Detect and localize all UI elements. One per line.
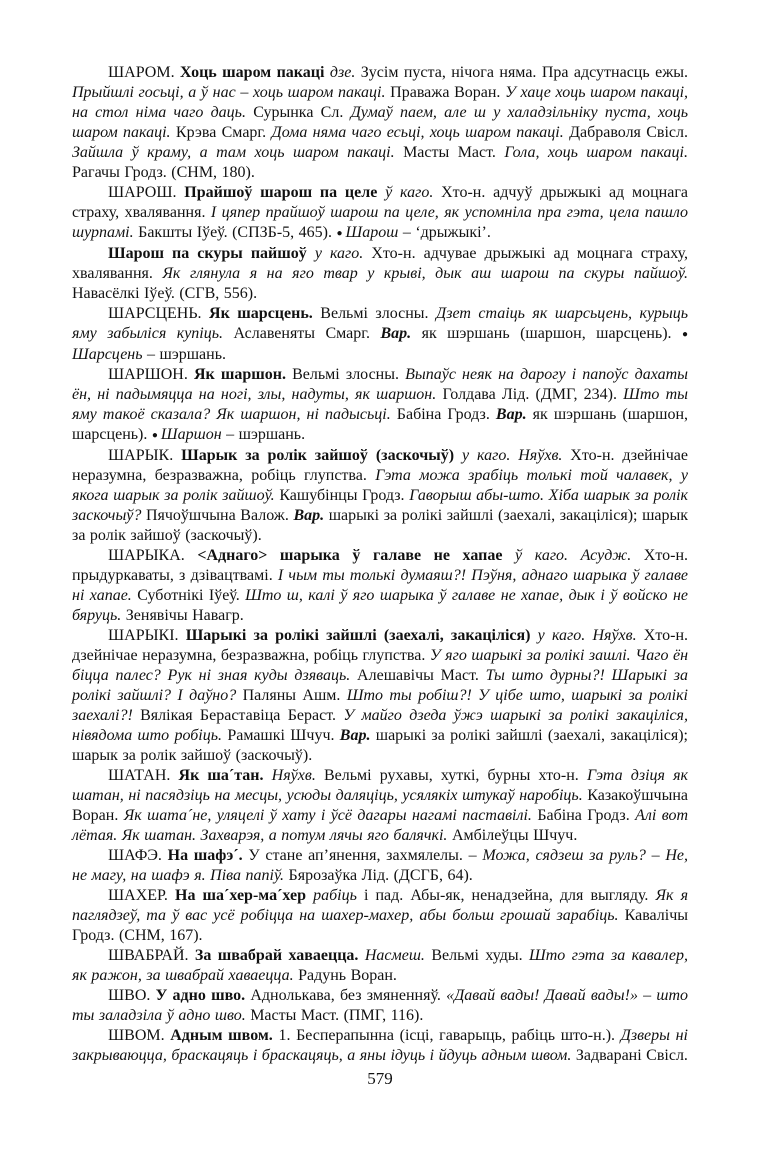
- entry-example-text: Няўхв.: [271, 767, 324, 784]
- entry-text: шарыкі за ролікі зайшлі (заехалі, закаціліся); шарык за ролік зайшоў (заскочыў).: [72, 727, 689, 764]
- dictionary-entry: [72, 626, 688, 766]
- entry-variant-label: Вар.: [495, 406, 533, 423]
- entry-text: Бабіна Гродз.: [537, 807, 636, 824]
- entry-example-text: Думаў паем, але ш у халадзільніку пуста, хоць шаром пакаці.: [72, 104, 689, 141]
- bullet-icon: ●: [336, 228, 346, 239]
- entry-text: Суботнікі Іўеў.: [137, 587, 246, 604]
- entry-example-text: У хаце хоць шаром пакаці, на стол німа чаго даць.: [72, 84, 689, 121]
- entry-example-text: Насмеш.: [364, 947, 432, 964]
- entry-text: Бакшты Іўеў. (СПЗБ-5, 465).: [138, 224, 337, 241]
- entry-example-text: У майго дзеда ўжэ шарыкі за ролікі закаціліся, нівядома што робіць.: [72, 707, 688, 744]
- entry-text: Дабраволя Свісл.: [569, 124, 689, 141]
- entry-text: Задварані Свісл.: [575, 1047, 688, 1064]
- entry-text: Крэва Смарг.: [175, 124, 272, 141]
- entry-example-text: Выпаўс неяк на дарогу і папоўс дахаты ён, ні падымяцца на ногі, злы, надуты, як шаршон.: [72, 366, 689, 403]
- entry-headword: За швабрай хаваецца.: [194, 947, 365, 964]
- entry-text: Аславеняты Смарг.: [233, 325, 381, 342]
- dictionary-entry: [72, 986, 688, 1026]
- dictionary-entry: [72, 946, 688, 986]
- entry-example-text: «Давай вады! Давай вады!» – што ты заладзіла ў адно шво.: [72, 987, 689, 1024]
- dictionary-entry: [72, 546, 688, 626]
- entry-headword: На шафэ´.: [167, 847, 249, 864]
- entry-text: У стане ап’янення, захмялелы.: [248, 847, 469, 864]
- entry-text: ШВО.: [108, 987, 156, 1004]
- entry-text: Амбілеўцы Шчуч.: [451, 827, 578, 844]
- dictionary-entry: [72, 365, 688, 446]
- entry-example-text: Прыйшлі госьці, а ў нас – хоць шаром пакаці.: [72, 84, 391, 101]
- entry-example-text: Гола, хоць шаром пакаці.: [504, 144, 688, 161]
- entry-example-text: Гэта можа зрабіць толькі той чалавек, у якога шарык за ролік зайшоў.: [72, 467, 688, 504]
- entry-text: Рамашкі Шчуч.: [227, 727, 340, 744]
- entry-headword: <Аднаго> шарыка ў галаве не хапае: [197, 547, 516, 564]
- entry-example-text: Як шата´не, уляцелі ў хату і ўсё дагары нагамі паставілі.: [123, 807, 538, 824]
- dictionary-entry: [72, 304, 688, 365]
- entry-text: Хто-н. дзейнічае неразумна, безразважна, робіць глупства.: [72, 627, 689, 664]
- dictionary-entry: [72, 446, 688, 546]
- entry-example-text: Зайшла ў краму, а там хоць шаром пакаці.: [72, 144, 404, 161]
- entry-example-text: рабіць: [313, 887, 364, 904]
- entry-example-text: Шаршон: [160, 426, 227, 443]
- entry-text: Кавалічы Гродз. (СНМ, 167).: [72, 907, 688, 944]
- entry-example-text: Што ты яму такоё сказала? Як шаршон, ні падысьці.: [72, 386, 688, 423]
- entry-example-text: Гаворыш абы-што. Хіба шарык за ролік заскочыў?: [72, 487, 688, 524]
- entry-text: Вельмі злосны.: [320, 305, 437, 322]
- dictionary-entry: [72, 886, 688, 946]
- entry-text: Алешавічы Маст.: [357, 667, 486, 684]
- dictionary-entry: [72, 63, 688, 183]
- entry-text: Аднолькава, без змяненняў.: [250, 987, 447, 1004]
- entry-text: ШАРОМ.: [108, 64, 180, 81]
- entry-text: ШАРШОН.: [108, 366, 194, 383]
- entry-text: Бярозаўка Лід. (ДСГБ, 64).: [288, 867, 473, 884]
- entry-text: ШАРОШ.: [108, 184, 185, 201]
- entry-example-text: Дзет стаіць як шарсьцень, курыць яму забыліся купіць.: [72, 305, 689, 342]
- dictionary-entry: [72, 766, 688, 846]
- entry-example-text: Шарсцень: [72, 346, 148, 363]
- entry-example-text: І чым ты толькі думаяш?! Пэўня, аднаго шарыка ў галаве ні хапае.: [72, 567, 689, 604]
- entry-text: Пячоўшчына Валож.: [145, 507, 294, 524]
- entry-text: ШАФЭ.: [108, 847, 168, 864]
- entry-example-text: Дзверы ні закрываюцца, браскацяць і браскацяць, а яны ідуць і йдуць адным швом.: [72, 1027, 689, 1064]
- entry-text: Хто-н. адчувае дрыжыкі ад моцнага страху, хвалявання.: [72, 245, 688, 282]
- entry-text: Радунь Воран.: [298, 967, 397, 984]
- entry-example-text: Што ш, калі ў яго шарыка ў галаве не хапае, дык і ў войско не бяруць.: [72, 587, 688, 624]
- dictionary-entry: [72, 1026, 688, 1066]
- entry-text: ШВАБРАЙ.: [108, 947, 195, 964]
- entry-example-text: У яго шарыкі за ролікі зашлі. Чаго ён біцца палес? Рук ні зная куды дзяваць.: [72, 647, 689, 684]
- entry-text: Казакоўшчына Воран.: [72, 787, 688, 824]
- entry-text: 1. Бесперапынна (ісці, гаварыць, рабіць што-н.).: [278, 1027, 621, 1044]
- entry-text: Рагачы Гродз. (СНМ, 180).: [72, 164, 255, 181]
- entry-text: ШВОМ.: [108, 1027, 171, 1044]
- entry-text: Вельмі худы.: [431, 947, 530, 964]
- entry-headword: Хоць шаром пакаці: [180, 64, 330, 81]
- entry-text: ШАРЫК.: [108, 447, 182, 464]
- entry-example-text: у каго.: [314, 245, 372, 262]
- entry-example-text: Што гэта за кавалер, як ражон, за швабрай хаваецца.: [72, 947, 689, 984]
- entry-text: ШАТАН.: [108, 767, 179, 784]
- entry-headword: Як ша´тан.: [178, 767, 272, 784]
- entry-headword: На ша´хер-ма´хер: [175, 887, 314, 904]
- entry-text: Паляны Ашм.: [242, 687, 347, 704]
- entry-example-text: ў каго.: [385, 184, 442, 201]
- entry-text: ШАРЫКІ.: [108, 627, 186, 644]
- entry-example-text: – Можа, сядзеш за руль? – Не, не магу, на шафэ я. Піва папіў.: [72, 847, 689, 884]
- entry-headword: Шарык за ролік зайшоў (заскочыў): [181, 447, 463, 464]
- entry-variant-label: Вар.: [293, 507, 329, 524]
- entry-example-text: Як я паглядзеў, та ў вас усё робіцца на шахер-махер, абы больш грошай зарабіць.: [72, 887, 689, 924]
- entry-example-text: Алі вот лётая. Як шатан. Захварэя, а потум лячы яго балячкі.: [72, 807, 689, 844]
- entry-text: Хто-н. дзейнічае неразумна, безразважна, робіць глупства.: [72, 447, 689, 484]
- entry-headword: Як шаршон.: [193, 366, 293, 383]
- dictionary-entry: [72, 244, 688, 304]
- entry-headword: Шарош па скуры пайшоў: [108, 245, 315, 262]
- entry-text: Вялікая Бераставіца Бераст.: [140, 707, 344, 724]
- entry-text: Хто-н. адчуў дрыжыкі ад моцнага страху, хвалявання.: [72, 184, 689, 221]
- entry-headword: Як шарсцень.: [209, 305, 321, 322]
- entry-text: Масты Маст.: [403, 144, 505, 161]
- entry-text: Праважа Воран.: [390, 84, 506, 101]
- bullet-icon: ●: [151, 430, 161, 441]
- entry-headword: Прайшоў шарош па целе: [184, 184, 386, 201]
- entry-example-text: Шарош: [345, 224, 403, 241]
- entry-example-text: дзе.: [329, 64, 361, 81]
- entry-headword: Адным швом.: [170, 1027, 279, 1044]
- entry-example-text: у каго. Няўхв.: [462, 447, 571, 464]
- entry-example-text: Гэта дзіця як шатан, ні пасядзіць на месцы, усюды даляціць, усялякіх штукаў наробіць.: [72, 767, 689, 804]
- entry-text: шарыкі за ролікі зайшлі (заехалі, закаціліся); шарык за ролік зайшоў (заскочыў).: [72, 507, 689, 544]
- entry-text: Зенявічы Навагр.: [125, 607, 244, 624]
- entry-text: Хто-н. прыдуркаваты, з дзівацтвамі.: [72, 547, 689, 584]
- entry-variant-label: Вар.: [339, 727, 376, 744]
- entry-example-text: у каго. Няўхв.: [537, 627, 644, 644]
- entry-example-text: Як глянула я на яго твар у крыві, дык аш шарош па скуры пайшоў.: [162, 265, 689, 282]
- entry-text: Зусім пуста, нічога няма. Пра адсутнасць ежы.: [360, 64, 689, 81]
- entry-example-text: Што ты робіш?! У цібе што, шарыкі за ролікі заехалі?!: [72, 687, 688, 724]
- entry-text: – шэршань.: [226, 426, 306, 443]
- entry-text: ШАХЕР.: [108, 887, 175, 904]
- entry-example-text: ў каго. Асудж.: [515, 547, 644, 564]
- entry-text: як шэршань (шаршон, шарсцень).: [72, 406, 689, 443]
- entry-text: ШАРЫКА.: [108, 547, 198, 564]
- entry-text: – ‘дрыжыкі’.: [402, 224, 491, 241]
- entry-text: Вельмі рухавы, хуткі, бурны хто-н.: [323, 767, 587, 784]
- entry-headword: У адно шво.: [155, 987, 251, 1004]
- entry-text: як шэршань (шаршон, шарсцень).: [421, 325, 682, 342]
- page-number: 579: [367, 1069, 393, 1088]
- entry-example-text: Дома няма чаго есьці, хоць шаром пакаці.: [271, 124, 570, 141]
- entry-variant-label: Вар.: [380, 325, 422, 342]
- entry-text: Сурынка Сл.: [253, 104, 351, 121]
- entry-text: Вельмі злосны.: [292, 366, 406, 383]
- dictionary-entry: [72, 183, 688, 244]
- entry-text: Кашубінцы Гродз.: [279, 487, 410, 504]
- entry-text: Масты Маст. (ПМГ, 116).: [250, 1007, 424, 1024]
- dictionary-entry: [72, 846, 688, 886]
- entry-example-text: І цяпер прайшоў шарош па целе, як успомніла пра гэта, цела пашло шурпамі.: [72, 204, 688, 241]
- entries-container: [72, 63, 688, 1066]
- entry-example-text: Ты што дурны?! Шарыкі за ролікі зайшлі? І даўно?: [72, 667, 689, 704]
- entry-text: ШАРСЦЕНЬ.: [108, 305, 210, 322]
- entry-text: – шэршань.: [147, 346, 226, 363]
- entry-text: Бабіна Гродз.: [396, 406, 496, 423]
- entry-headword: Шарыкі за ролікі зайшлі (заехалі, закаціліся): [185, 627, 538, 644]
- entry-text: Голдава Лід. (ДМГ, 234).: [442, 386, 624, 403]
- entry-text: Навасёлкі Іўеў. (СГВ, 556).: [72, 285, 258, 302]
- bullet-icon: ●: [681, 329, 689, 340]
- entry-text: і пад. Абы-як, ненадзейна, для выгляду.: [363, 887, 656, 904]
